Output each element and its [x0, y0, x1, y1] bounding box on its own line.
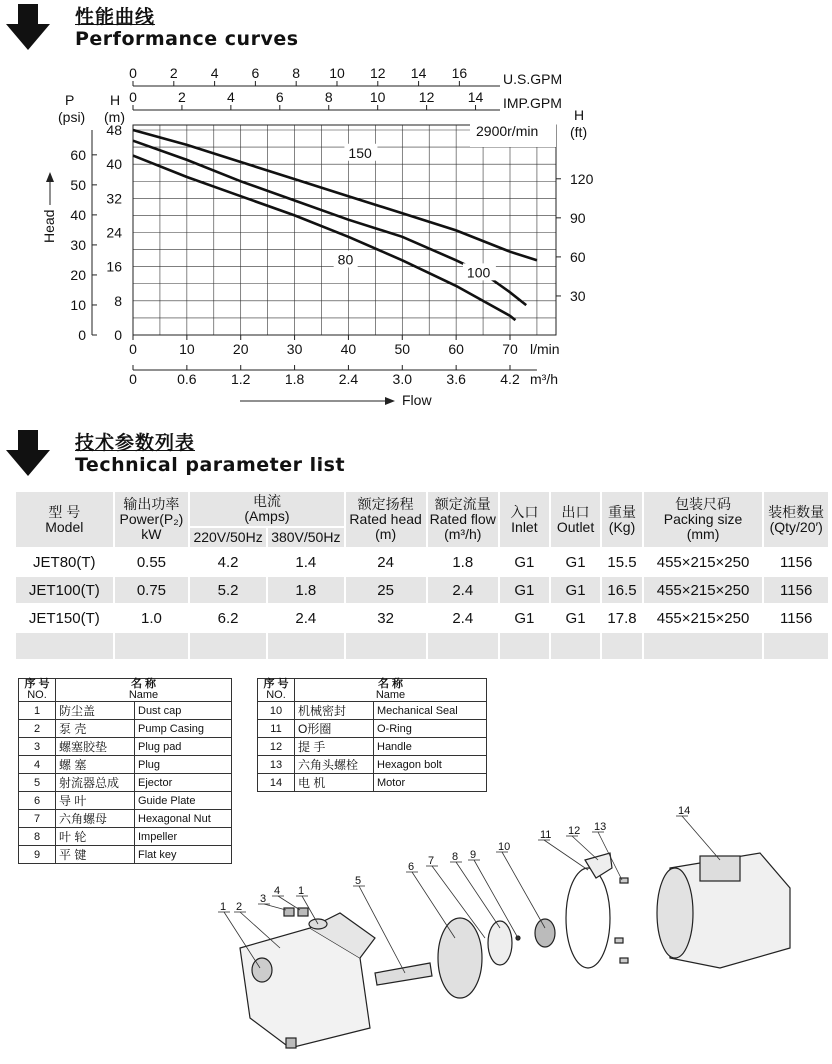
header-current: 电流 (Amps)	[190, 492, 344, 526]
series-label-80: 80	[337, 251, 354, 268]
y-label-p: P	[65, 92, 75, 108]
x-tick-label-impgpm: 14	[467, 89, 484, 105]
header-380v: 380V/50Hz	[268, 528, 344, 547]
o-ring-drawing	[566, 868, 610, 968]
x-tick-label-usgpm: 10	[329, 65, 345, 81]
parts-row	[258, 774, 487, 792]
technical-parameter-table	[14, 490, 830, 661]
callout-label: 10	[498, 841, 511, 853]
x-tick-label-m3h: 1.2	[230, 371, 251, 387]
callout-line	[412, 872, 455, 938]
series-label-100: 100	[466, 264, 491, 281]
parts-cell-zh: 射流器总成	[56, 774, 135, 792]
table-cell: G1	[551, 577, 600, 603]
parts-cell-no: 13	[258, 756, 295, 774]
parts-cell-no: 4	[19, 756, 56, 774]
table-cell: 1156	[780, 553, 813, 571]
series-line-150	[133, 130, 537, 260]
y-tick-label-ft: 60	[570, 248, 586, 265]
table-cell: 5.2	[190, 577, 266, 603]
annotation-speed: 2900r/min	[476, 123, 539, 139]
table-cell: G1	[514, 553, 535, 571]
callout-line	[359, 886, 405, 973]
table-cell: 25	[346, 577, 426, 603]
mechanical-seal-drawing	[535, 919, 555, 947]
ylabel-head: Head	[41, 209, 57, 243]
x-tick-label-impgpm: 0	[129, 89, 137, 105]
parts-cell-zh: 机械密封	[295, 702, 374, 720]
x-tick-label-usgpm: 6	[251, 65, 260, 81]
x-tick-label-m3h: 4.2	[500, 371, 520, 387]
header-qty: 装柜数量 (Qty/20′)	[764, 492, 828, 547]
table-cell: JET150(T)	[28, 609, 100, 627]
table-cell: G1	[500, 577, 549, 603]
parts-cell-zh: 叶 轮	[56, 828, 135, 846]
down-arrow-icon	[6, 430, 50, 476]
x-tick-label-lmin: 10	[179, 341, 195, 357]
section-title-zh: 性能曲线	[75, 6, 156, 28]
parts-cell-en: Pump Casing	[135, 720, 232, 738]
down-arrow-icon	[6, 4, 50, 50]
table-cell: 17.8	[607, 609, 637, 627]
parts-header-name: 名 称 Name	[295, 679, 487, 702]
head-arrow-head	[46, 172, 54, 182]
table-cell: 2.4	[428, 577, 498, 603]
parts-cell-no: 11	[258, 720, 295, 738]
table-cell: 4.2	[217, 553, 239, 571]
y-tick-label-m: 8	[114, 292, 122, 309]
parts-cell-en: Flat key	[135, 846, 232, 864]
y-tick-label-ft: 30	[570, 287, 586, 304]
table-cell-empty	[16, 633, 113, 659]
table-cell: 455×215×250	[656, 553, 750, 571]
callout-label: 13	[594, 821, 607, 833]
parts-row	[19, 702, 232, 720]
xlabel-flow: Flow	[402, 392, 432, 408]
y-tick-label-m: 48	[106, 122, 122, 138]
y-tick-label-psi: 50	[70, 176, 86, 193]
series-label-150: 150	[348, 144, 372, 161]
performance-chart	[0, 58, 832, 418]
table-row-empty	[16, 633, 828, 659]
parts-cell-no: 3	[19, 738, 56, 756]
parts-cell-no: 10	[258, 702, 295, 720]
parts-cell-en: Hexagonal Nut	[135, 810, 232, 828]
y-tick-label-psi: 20	[70, 266, 86, 283]
table-cell: 1156	[780, 609, 813, 627]
x-unit-m3h: m³/h	[530, 371, 558, 387]
parts-header-name: 名 称 Name	[56, 679, 232, 702]
table-cell: 15.5	[607, 553, 637, 571]
x-tick-label-usgpm: 0	[129, 65, 137, 81]
callout-label: 6	[408, 861, 415, 873]
parts-cell-zh: 六角螺母	[56, 810, 135, 828]
parts-row	[258, 720, 487, 738]
table-cell: 24	[377, 553, 394, 571]
table-cell-empty	[551, 633, 600, 659]
parts-table-right	[257, 678, 487, 792]
section-performance-heading	[0, 0, 400, 60]
series-line-100	[133, 141, 526, 305]
section-title-en: Performance curves	[75, 28, 299, 50]
x-tick-label-lmin: 60	[448, 341, 464, 357]
y-tick-label-ft: 120	[570, 170, 594, 187]
x-unit-lmin: l/min	[530, 341, 560, 357]
y-label-h: H	[110, 92, 121, 108]
section-title-en: Technical parameter list	[75, 454, 346, 476]
series-line-80	[133, 156, 515, 321]
x-tick-label-lmin: 0	[129, 341, 137, 357]
callout-label: 12	[568, 825, 581, 837]
x-tick-label-impgpm: 12	[418, 89, 435, 105]
table-row	[16, 577, 828, 603]
parts-cell-en: Mechanical Seal	[374, 702, 487, 720]
header-inlet: 入口 Inlet	[500, 492, 549, 547]
dust-cap-drawing	[252, 958, 272, 982]
x-tick-label-impgpm: 8	[324, 89, 333, 105]
parts-cell-en: Plug pad	[135, 738, 232, 756]
table-cell: JET80(T)	[33, 553, 96, 571]
parts-cell-en: Impeller	[135, 828, 232, 846]
chart-series	[133, 130, 537, 320]
parts-row	[258, 756, 487, 774]
table-cell: 455×215×250	[656, 609, 750, 627]
table-cell: 1.4	[295, 553, 317, 571]
table-cell: 0.75	[115, 577, 189, 603]
x-tick-label-lmin: 20	[232, 341, 249, 357]
guide-plate-drawing	[438, 918, 482, 998]
parts-cell-en: O-Ring	[374, 720, 487, 738]
table-cell: JET100(T)	[16, 577, 113, 603]
x-tick-label-usgpm: 14	[410, 65, 427, 81]
parts-cell-zh: 螺 塞	[56, 756, 135, 774]
header-head: 额定扬程 Rated head (m)	[346, 492, 426, 547]
table-cell: 455×215×250	[644, 577, 763, 603]
table-cell: 2.4	[295, 609, 317, 627]
parts-cell-no: 5	[19, 774, 56, 792]
callout-label: 3	[260, 893, 267, 905]
y-tick-label-psi: 10	[70, 296, 86, 313]
parts-row	[19, 774, 232, 792]
callout-label: 1	[298, 885, 305, 897]
x-tick-label-usgpm: 12	[369, 65, 386, 81]
table-cell: G1	[565, 553, 586, 571]
x-tick-label-m3h: 2.4	[338, 371, 359, 387]
y-tick-label-psi: 40	[70, 206, 86, 223]
parts-cell-en: Plug	[135, 756, 232, 774]
table-cell-empty	[602, 633, 641, 659]
parts-header-no: 序 号 NO.	[258, 679, 295, 702]
table-cell-empty	[268, 633, 344, 659]
header-weight: 重量 (Kg)	[602, 492, 641, 547]
parts-cell-zh: 螺塞胶垫	[56, 738, 135, 756]
parts-row	[19, 738, 232, 756]
x-tick-label-usgpm: 16	[451, 65, 468, 81]
parts-cell-no: 2	[19, 720, 56, 738]
parts-cell-en: Dust cap	[135, 702, 232, 720]
callout-line	[502, 852, 545, 928]
callout-label: 5	[355, 875, 362, 887]
callout-line	[264, 904, 286, 910]
x-tick-label-usgpm: 2	[169, 65, 178, 81]
parts-cell-no: 9	[19, 846, 56, 864]
y-tick-label-m: 16	[106, 258, 122, 275]
y-tick-label-m: 0	[114, 327, 122, 343]
table-cell-empty	[644, 633, 763, 659]
parts-cell-en: Ejector	[135, 774, 232, 792]
parts-cell-no: 8	[19, 828, 56, 846]
table-row	[16, 549, 828, 575]
y-unit-ft: (ft)	[570, 124, 588, 140]
callout-line	[572, 836, 598, 860]
x-tick-label-impgpm: 4	[226, 89, 235, 105]
table-cell: 2.4	[452, 609, 474, 627]
callout-label: 8	[452, 851, 459, 863]
parts-cell-zh: 电 机	[295, 774, 374, 792]
parts-cell-zh: O形圈	[295, 720, 374, 738]
callout-label: 7	[428, 855, 435, 867]
callout-label: 9	[470, 849, 477, 861]
parts-header-no: 序 号 NO.	[19, 679, 56, 702]
x-tick-label-lmin: 70	[502, 341, 518, 357]
handle-drawing	[585, 853, 612, 878]
x-tick-label-m3h: 1.8	[284, 371, 305, 387]
table-cell: 1.8	[268, 577, 344, 603]
parts-cell-no: 6	[19, 792, 56, 810]
header-power: 输出功率 Power(P₂) kW	[115, 492, 189, 547]
y-tick-label-m: 24	[106, 224, 122, 241]
table-cell: 1.0	[140, 609, 162, 627]
x-tick-label-lmin: 30	[286, 341, 303, 357]
parts-cell-zh: 泵 壳	[56, 720, 135, 738]
x-tick-label-impgpm: 2	[178, 89, 186, 105]
callout-label: 4	[274, 885, 281, 897]
parts-row	[19, 720, 232, 738]
x-tick-label-m3h: 0.6	[177, 371, 197, 387]
x-tick-label-lmin: 40	[340, 341, 357, 357]
x-unit-impgpm: IMP.GPM	[503, 95, 562, 111]
parts-cell-en: Guide Plate	[135, 792, 232, 810]
ejector-drawing	[375, 963, 432, 985]
y-label-h-ft: H	[574, 107, 585, 123]
parts-row	[258, 738, 487, 756]
flow-arrow-head	[385, 397, 395, 405]
y-tick-label-ft: 90	[570, 209, 586, 226]
y-unit-m: (m)	[104, 109, 125, 125]
header-packing: 包装尺码 Packing size (mm)	[644, 492, 763, 547]
callout-label: 14	[678, 805, 691, 817]
parts-cell-zh: 平 键	[56, 846, 135, 864]
parts-cell-no: 7	[19, 810, 56, 828]
y-tick-label-psi: 30	[70, 236, 86, 253]
x-tick-label-m3h: 3.6	[446, 371, 466, 387]
table-cell-empty	[115, 633, 189, 659]
exploded-view-diagram	[200, 798, 800, 1060]
table-cell: 1156	[764, 577, 828, 603]
parts-cell-en: Hexagon bolt	[374, 756, 487, 774]
parts-cell-no: 1	[19, 702, 56, 720]
table-cell-empty	[190, 633, 266, 659]
parts-cell-no: 12	[258, 738, 295, 756]
callout-line	[682, 816, 720, 860]
parts-cell-zh: 导 叶	[56, 792, 135, 810]
header-model: 型 号 Model	[16, 492, 113, 547]
section-technical-heading	[0, 426, 400, 486]
x-tick-label-lmin: 50	[394, 341, 411, 357]
y-unit-psi: (psi)	[58, 109, 86, 125]
y-tick-label-psi: 60	[70, 146, 86, 163]
y-tick-label-psi: 0	[78, 327, 86, 343]
x-unit-usgpm: U.S.GPM	[503, 71, 563, 87]
table-cell: 16.5	[602, 577, 641, 603]
parts-cell-no: 14	[258, 774, 295, 792]
chart-labels	[41, 65, 594, 408]
table-cell-empty	[346, 633, 426, 659]
y-tick-label-m: 40	[106, 156, 122, 173]
parts-cell-en: Motor	[374, 774, 487, 792]
table-cell: G1	[565, 609, 586, 627]
header-flow: 额定流量 Rated flow (m³/h)	[428, 492, 498, 547]
table-row	[16, 605, 828, 631]
y-tick-label-m: 32	[106, 190, 122, 207]
parts-cell-zh: 提 手	[295, 738, 374, 756]
x-tick-label-usgpm: 8	[292, 65, 301, 81]
x-tick-label-m3h: 0	[129, 371, 137, 387]
table-cell-empty	[500, 633, 549, 659]
table-cell: 6.2	[217, 609, 239, 627]
parts-cell-en: Handle	[374, 738, 487, 756]
parts-cell-zh: 防尘盖	[56, 702, 135, 720]
x-tick-label-impgpm: 6	[275, 89, 284, 105]
header-outlet: 出口 Outlet	[551, 492, 600, 547]
callout-label: 1	[220, 901, 227, 913]
callout-label: 11	[540, 829, 552, 841]
table-cell-empty	[764, 633, 828, 659]
parts-row	[19, 756, 232, 774]
table-cell: 1.8	[452, 553, 474, 571]
callout-label: 2	[236, 901, 243, 913]
section-title-zh: 技术参数列表	[75, 432, 196, 454]
x-tick-label-impgpm: 10	[369, 89, 386, 105]
table-cell: 32	[377, 609, 394, 627]
table-cell: 0.55	[136, 553, 167, 571]
table-cell-empty	[428, 633, 498, 659]
table-cell: G1	[514, 609, 535, 627]
x-tick-label-usgpm: 4	[210, 65, 219, 81]
parts-row	[258, 702, 487, 720]
header-220v: 220V/50Hz	[190, 528, 266, 547]
parts-cell-zh: 六角头螺栓	[295, 756, 374, 774]
x-tick-label-m3h: 3.0	[392, 371, 413, 387]
